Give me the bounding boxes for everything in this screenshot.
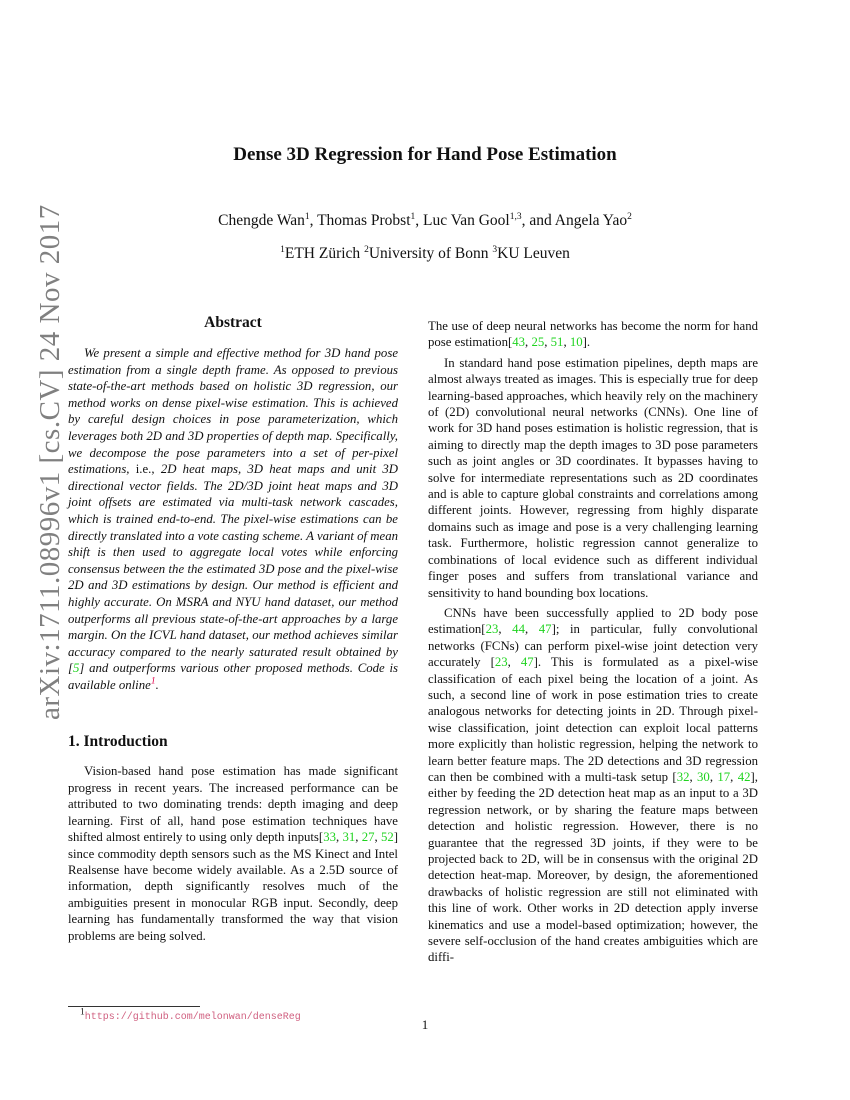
paper-title: Dense 3D Regression for Hand Pose Estimation <box>233 144 617 165</box>
citation-link[interactable]: 51 <box>550 335 564 350</box>
author-affil-mark: 1 <box>304 211 310 222</box>
arxiv-sidebar <box>14 204 66 720</box>
arxiv-id: arXiv:1711.08996v1 [cs.CV] 24 Nov 2017 <box>34 204 66 720</box>
body-text: ], either by feeding the 2D detection heat map as an input to a 3D regression network, or by sharing the feature maps between detection and holistic regression. However, there is no guarantee that the regressed 3D joints, if they were to be projected back to 2D, will be in consensus with the original 2D detection heat-map. Moreover, by design, the aforementioned drawbacks of holistic regression are still not eliminated with this line of work. Other works in 2D detection apply inverse kinematics and use a model-based optimization; however, the severe self-occlusion of the hand creates ambiguities which are diffi- <box>428 769 758 965</box>
citation-link[interactable]: 31 <box>342 830 356 845</box>
body-text: ] since commodity depth sensors such as the MS Kinect and Intel Realsense have become widely available. As a 2.5D source of information, depth significantly resolves much of the ambiguities present in monocular RGB input. Secondly, deep learning has fundamentally transformed the way that vision problems are being solved. <box>68 830 398 943</box>
body-paragraph: CNNs have been successfully applied to 2D body pose estimation[23, 44, 47]; in particular, fully convolutional networks (FCNs) can perform pixel-wise joint detection very accurately [23, 47]. This is formulated as a pixel-wise classification of each pixel being the location of a joint. As such, a second line of work in pose estimation tries to create analogous networks for detecting joints in 2D. Through pixel-wise classification, joint detection can exploit local patterns more explicitly than holistic regression, helping the network to learn better feature maps. The 2D detections and 3D regression can then be combined with a multi-task setup [32, 30, 17, 42], either by feeding the 2D detection heat map as an input to a 3D regression network, or by sharing the feature maps between detection and holistic regression. However, there is no guarantee that the regressed 3D joints, if they were to be projected back to 2D, will be in consensus with the original 2D detection heat-map. Moreover, by design, the aforementioned drawbacks of holistic regression are still not eliminated with this line of work. Other works in 2D detection apply inverse kinematics and use a model-based optimization; however, the severe self-occlusion of the hand creates ambiguities which are diffi- <box>428 605 759 965</box>
body-text: The use of deep neural networks has become the norm for hand pose estimation[ <box>428 319 758 350</box>
right-column <box>428 318 758 966</box>
citation-link[interactable]: 47 <box>520 655 534 670</box>
citation-link[interactable]: 23 <box>494 655 508 670</box>
body-paragraph: In standard hand pose estimation pipelines, depth maps are almost always treated as images. This is especially true for deep learning-based approaches, which heavily rely on the machinery of (2D) convolutional neural networks (CNNs). One line of work for 3D hand poses estimation is holistic regression, that is aiming to directly map the depth images to 3D pose parameters such as joint angles or 3D coordinates. It bypasses having to solve for intermediate representations such as 2D coordinates and is able to capture global constraints and correlations among different joints. However, regressing from highly disparate domains such as image and pose is a very challenging learning task. Furthermore, holistic regression cannot generalize to combinations of local evidence such as different individual finger poses and suffers from translational variance and sensitivity to hand bounding box locations. <box>428 355 758 600</box>
abstract-body <box>68 345 398 693</box>
body-text: ]. This is formulated as a pixel-wise classification of each pixel being the location of a joint. As such, a second line of work in pose estimation tries to create analogous networks for detecting joints in 2D. Through pixel-wise classification, joint detection can exploit local patterns more explicitly than holistic regression, helping the network to learn better feature maps. The 2D detections and 3D regression can then be combined with a multi-task setup [ <box>428 655 759 784</box>
left-column <box>68 314 398 944</box>
citation-link[interactable]: 30 <box>697 769 710 784</box>
abstract-heading: Abstract <box>204 314 262 331</box>
citation-link[interactable]: 42 <box>737 769 751 784</box>
body-text: Vision-based hand pose estimation has made significant progress in recent years. The increased performance can be attributed to two dominating trends: depth imaging and deep learning. First of all, hand pose estimation techniques have shifted almost entirely to using only depth inputs[ <box>68 764 398 845</box>
citation-link[interactable]: 47 <box>538 622 552 637</box>
footnote-mark[interactable]: 1 <box>150 676 156 687</box>
abstract-text: 2D heat maps, 3D heat maps and unit 3D directional vector fields. The 2D/3D joint heat maps and 3D joint offsets are estimated via multi-task network cascades, which is trained end-to-end. The pixel-wise estimations can be directly translated into a vote casting scheme. A variant of mean shift is then used to aggregate local votes while enforcing consensus between the the estimated 3D pose and the pixel-wise 2D and 3D estimations by design. Our method is efficient and highly accurate. On MSRA and NYU hand dataset, our method outperforms all previous state-of-the-art approaches by a large margin. On the ICVL hand dataset, our method achieves similar accuracy compared to the nearly saturated result obtained by [ <box>68 462 399 676</box>
body-paragraph: The use of deep neural networks has become the norm for hand pose estimation[43, 25, 51, 10]. <box>428 319 758 350</box>
author-affil-mark: 1,3 <box>509 211 522 222</box>
abstract-text: We present a simple and effective method for 3D hand pose estimation from a single depth frame. As opposed to previous state-of-the-art methods based on holistic 3D regression, our method works on dense pixel-wise estimation. This is achieved by careful design choices in pose parameterization, which leverages both 2D and 3D properties of depth map. Specifically, we decompose the pose parameters into a set of per-pixel estimations, <box>68 346 398 477</box>
abstract-text: i.e., <box>129 462 161 477</box>
abstract-text: . <box>155 677 159 692</box>
affiliation: KU Leuven <box>497 245 570 262</box>
section-heading: 1. Introduction <box>68 733 168 751</box>
author-name: Luc Van Gool <box>423 212 510 229</box>
author-separator: , and <box>521 212 555 229</box>
citation-link[interactable]: 10 <box>569 335 583 350</box>
body-text: ]; in particular, fully convolutional networks (FCNs) can perform pixel-wise joint detection very accurately [ <box>428 622 758 670</box>
citation-link[interactable]: 5 <box>72 661 80 676</box>
author-name: Chengde Wan <box>218 212 305 229</box>
citation-link[interactable]: 44 <box>512 622 525 637</box>
affiliation: University of Bonn <box>368 245 489 262</box>
affiliation: ETH Zürich <box>284 245 361 262</box>
citation-link[interactable]: 17 <box>717 769 731 784</box>
citation-link[interactable]: 52 <box>380 830 394 845</box>
intro-paragraph: Vision-based hand pose estimation has made significant progress in recent years. The increased performance can be attributed to two dominating trends: depth imaging and deep learning. First of all, hand pose estimation techniques have shifted almost entirely to using only depth inputs[33, 31, 27, 52] since commodity depth sensors such as the MS Kinect and Intel Realsense have become widely available. As a 2.5D source of information, depth significantly resolves much of the ambiguities present in monocular RGB input. Secondly, deep learning has fundamentally transformed the way that vision problems are being solved. <box>68 764 398 943</box>
author-affil-mark: 1 <box>410 211 416 222</box>
affil-mark: 3 <box>492 244 498 255</box>
affil-mark: 1 <box>280 244 285 255</box>
author-separator: , <box>415 212 424 229</box>
author-name: Angela Yao <box>554 212 628 229</box>
citation-link[interactable]: 32 <box>676 769 690 784</box>
author-name: Thomas Probst <box>317 212 411 229</box>
footnote-url-link[interactable]: https://github.com/melonwan/denseReg <box>84 1012 301 1023</box>
page-number: 1 <box>421 1017 429 1032</box>
abstract-text: ] and outperforms various other proposed methods. Code is available online <box>68 661 398 692</box>
author-affil-mark: 2 <box>627 211 632 222</box>
citation-link[interactable]: 33 <box>323 830 336 845</box>
body-text: ]. <box>582 335 591 350</box>
citation-link[interactable]: 23 <box>485 622 499 637</box>
footnote-divider <box>68 1006 200 1007</box>
affiliation-list <box>0 245 850 263</box>
footnote-number: 1 <box>80 1007 85 1018</box>
citation-link[interactable]: 27 <box>361 830 375 845</box>
affil-mark: 2 <box>364 244 369 255</box>
body-text: CNNs have been successfully applied to 2D body pose estimation[ <box>428 605 758 637</box>
citation-link[interactable]: 25 <box>531 335 545 350</box>
author-list <box>0 212 850 230</box>
author-separator: , <box>309 212 318 229</box>
citation-link[interactable]: 43 <box>512 335 526 350</box>
